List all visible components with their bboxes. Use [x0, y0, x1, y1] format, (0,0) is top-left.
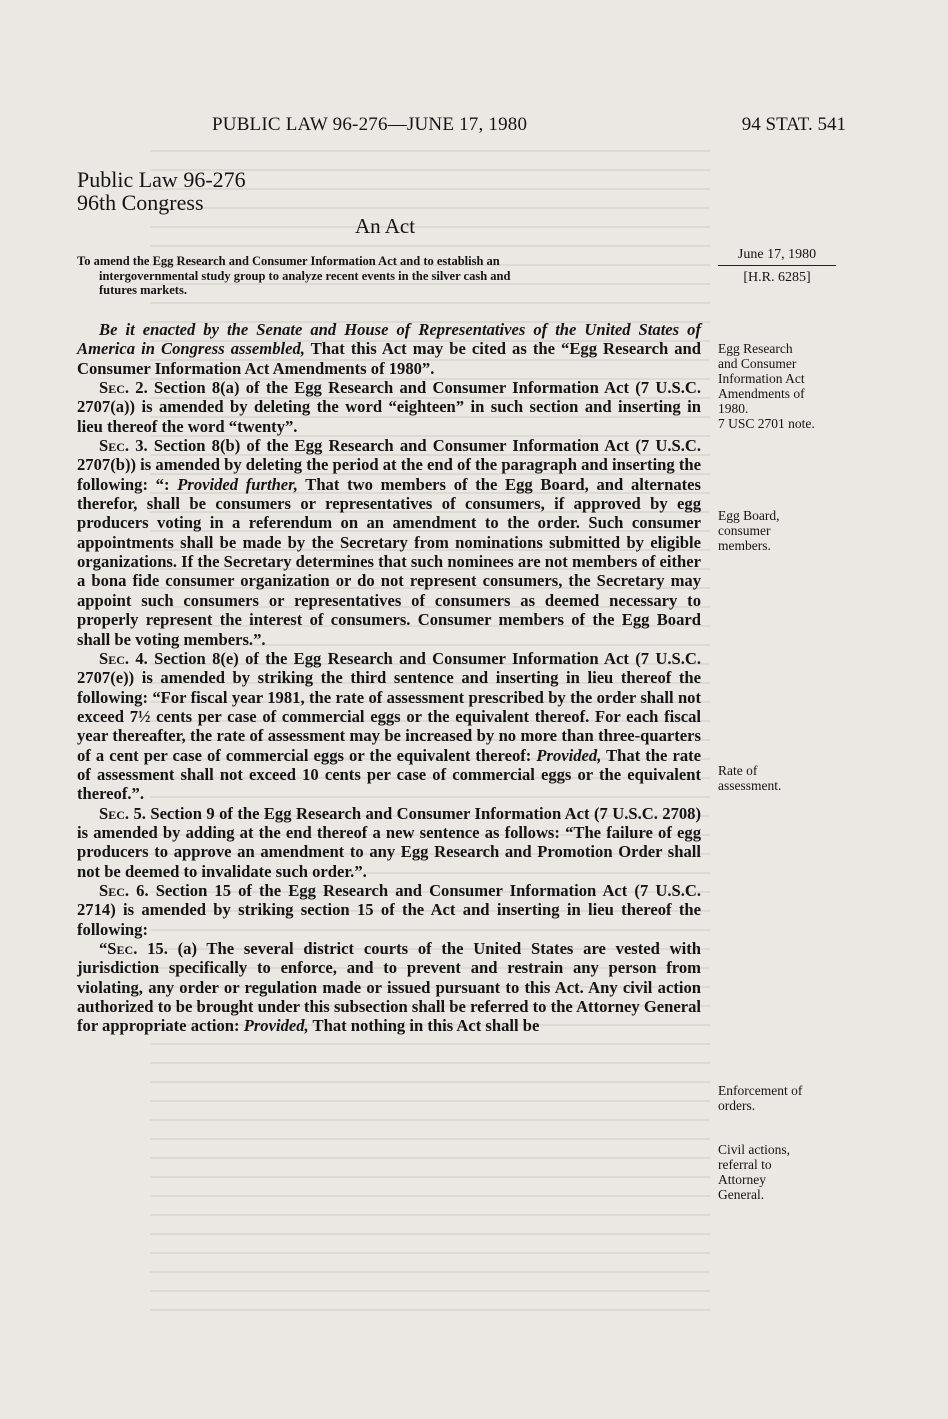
long-title-line-1: To amend the Egg Research and Consumer Information Act and to establish an — [77, 254, 500, 268]
section-6-text: Section 15 of the Egg Research and Consumer Information Act (7 U.S.C. 2714) is amended by striking section 15 of the Act and inserting in lieu thereof the following: — [77, 880, 701, 939]
margin-note-egg-board: Egg Board, consumer members. — [718, 508, 780, 553]
congress-number: 96th Congress — [77, 190, 204, 215]
stat-page-number: 94 STAT. 541 — [741, 114, 846, 135]
enacting-clause-text: That this Act may be cited as the “Egg Research and Consumer Information Act Amendments of 1980”. — [77, 339, 701, 378]
enacting-clause-italic: Be it enacted by the Senate and House of Representatives of the United States of America in Congress assembled, — [77, 320, 701, 359]
act-body — [77, 320, 701, 1036]
section-15-text-b: That nothing in this Act shall be — [308, 1016, 540, 1036]
long-title — [77, 254, 705, 298]
section-2 — [77, 378, 701, 436]
enactment-date-note — [718, 245, 836, 287]
enactment-date: June 17, 1980 — [718, 245, 836, 266]
section-15-quoted — [77, 939, 701, 1036]
section-4-text-a: Section 8(e) of the Egg Research and Consumer Information Act (7 U.S.C. 2707(e)) is amended by striking the third sentence and inserting in lieu thereof the following: “For fiscal year 1981, the rate of assessment prescribed by the order shall not exceed 7½ cents per case of commercial eggs or the equivalent thereof. For each fiscal year thereafter, the rate of assessment may be increased by no more than three-quarters of a cent per case of commercial eggs or the equivalent thereof: — [77, 648, 701, 765]
section-4 — [77, 649, 701, 804]
enacting-clause — [77, 320, 701, 378]
margin-note-enforcement: Enforcement of orders. — [718, 1083, 803, 1113]
section-3-proviso: Provided further, — [177, 474, 298, 494]
margin-note-civil-actions: Civil actions, referral to Attorney General. — [718, 1142, 790, 1202]
section-4-proviso: Provided, — [536, 745, 602, 765]
section-5 — [77, 804, 701, 881]
section-3-label: Sec. 3. — [99, 436, 148, 456]
public-law-number: Public Law 96-276 — [77, 167, 246, 192]
section-15-proviso: Provided, — [243, 1016, 309, 1036]
long-title-line-2: intergovernmental study group to analyze recent events in the silver cash and — [99, 268, 511, 283]
long-title-line-3: futures markets. — [99, 283, 187, 297]
section-5-label: Sec. 5. — [99, 803, 146, 823]
section-3-text-b: That two members of the Egg Board, and alternates therefor, shall be consumers or representatives of consumers, if approved by egg producers voting in a referendum on an amendment to the order. Such consumer appointments shall be made by the Secretary from nominations submitted by eligible organizations. If the Secretary determines that such nominees are not members of either a bona fide consumer organization or do not represent consumers, the Secretary may appoint such consumers or representatives of consumers as deemed necessary to properly represent the interest of consumers. Consumer members of the Egg Board shall be voting members.”. — [77, 474, 701, 649]
running-head: PUBLIC LAW 96-276—JUNE 17, 1980 — [212, 114, 528, 135]
section-2-label: Sec. 2. — [99, 378, 148, 398]
section-6 — [77, 881, 701, 939]
section-4-label: Sec. 4. — [99, 648, 148, 668]
section-2-text: Section 8(a) of the Egg Research and Consumer Information Act (7 U.S.C. 2707(a)) is amended by deleting the word “eighteen” in such section and inserting in lieu thereof the word “twenty”. — [77, 378, 701, 436]
section-4-text-b: That the rate of assessment shall not exceed 10 cents per case of commercial eggs or the equivalent thereof.”. — [77, 745, 702, 804]
an-act-heading: An Act — [355, 214, 416, 238]
margin-note-short-title: Egg Research and Consumer Information Act Amendments of 1980. 7 USC 2701 note. — [718, 341, 848, 431]
margin-note-usc: 7 USC 2701 note. — [718, 416, 815, 431]
section-3-text-a: Section 8(b) of the Egg Research and Consumer Information Act (7 U.S.C. 2707(b)) is amended by deleting the period at the end of the paragraph and inserting the following: “: — [77, 436, 701, 494]
section-6-label: Sec. 6. — [99, 880, 149, 900]
section-3 — [77, 436, 701, 649]
margin-note-rate: Rate of assessment. — [718, 763, 782, 793]
bill-number: [H.R. 6285] — [743, 270, 811, 285]
section-15-label: “Sec. 15. — [99, 939, 168, 958]
section-15-text-a: (a) The several district courts of the United States are vested with jurisdiction specifically to enforce, and to prevent and restrain any person from violating, any order or regulation made or issued pursuant to this Act. Any civil action authorized to be brought under this subsection shall be referred to the Attorney General for appropriate action: — [77, 939, 701, 1036]
section-5-text: Section 9 of the Egg Research and Consumer Information Act (7 U.S.C. 2708) is amended by adding at the end thereof a new sentence as follows: “The failure of egg producers to approve an amendment to any Egg Research and Promotion Order shall not be deemed to invalidate such order.”. — [77, 803, 701, 881]
